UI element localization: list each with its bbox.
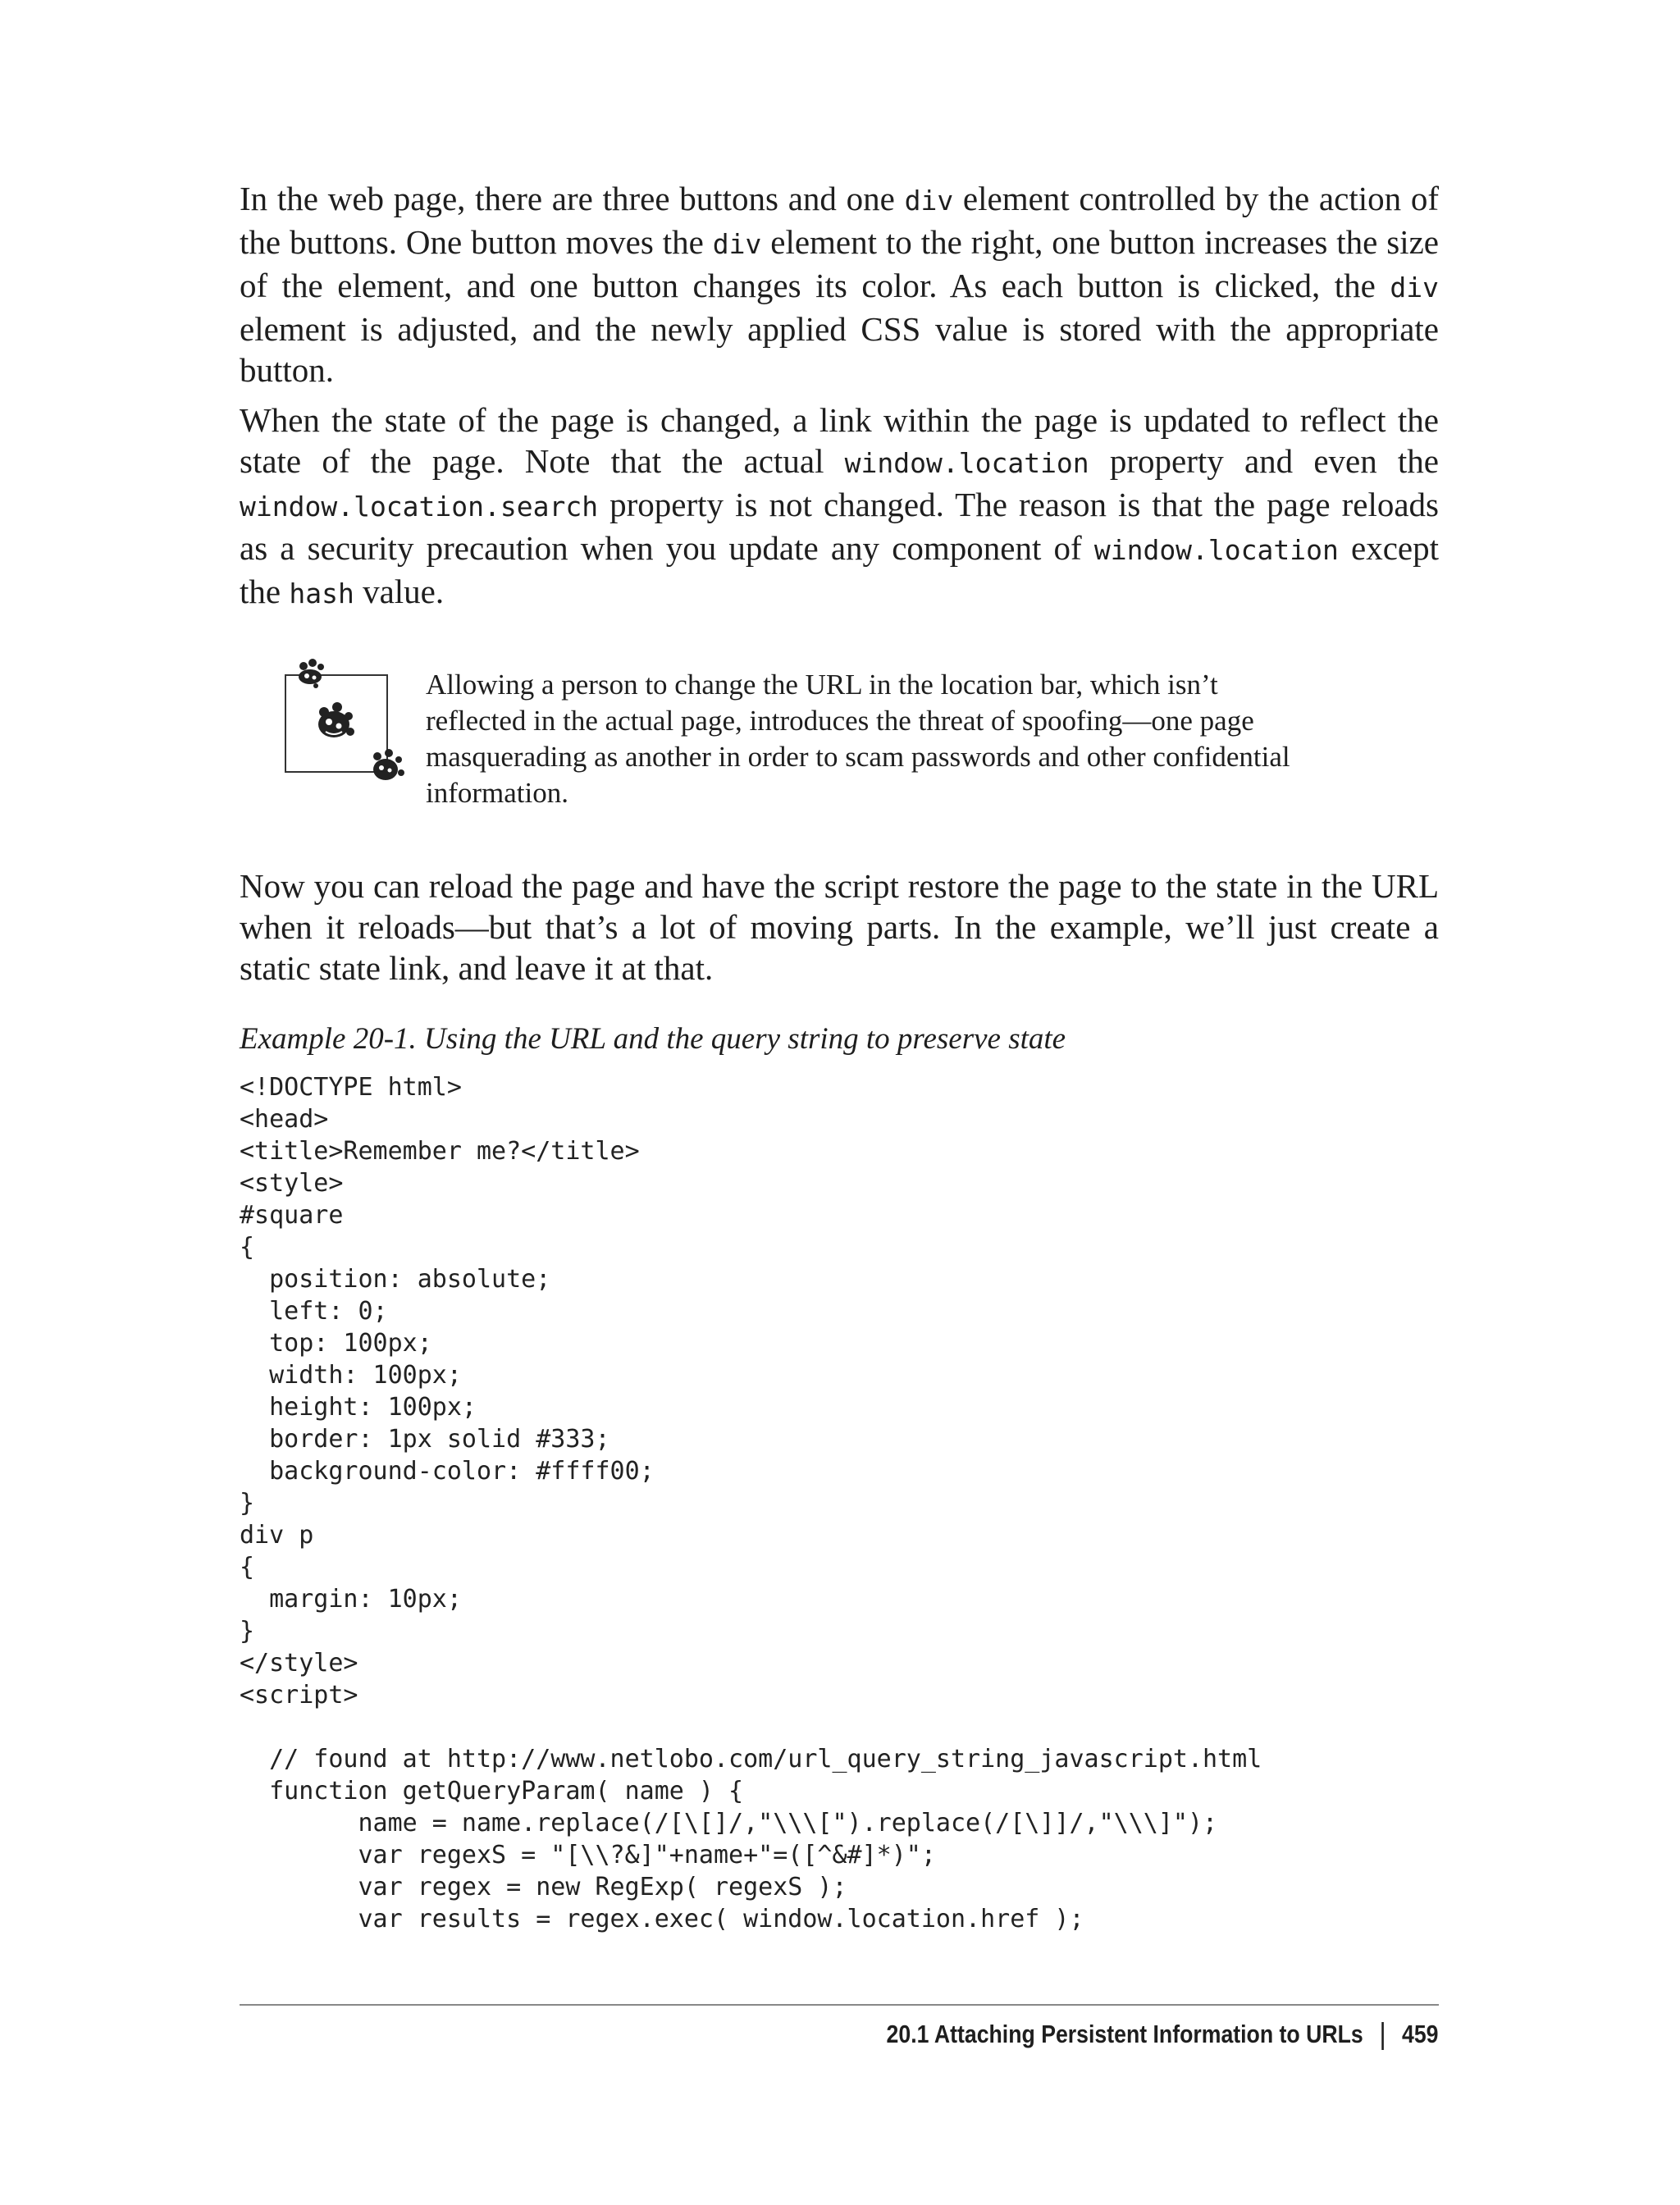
body-paragraph-2: When the state of the page is changed, a link within the page is updated to reflect the state of the page. Note that the actual window.location property and even the window.location.search property is not changed. The reason is that the page reloads as a security precaution when you update any component of window.location except the hash value. [240,401,1439,610]
code-line: name = name.replace(/[\[]/,"\\\[").replace(/[\]]/,"\\\]"); [240,1809,1218,1838]
inline-code: window.location [1093,534,1339,566]
code-line: left: 0; [240,1297,388,1326]
code-line: position: absolute; [240,1265,551,1294]
inline-code: div [712,228,762,260]
code-line: width: 100px; [240,1361,462,1390]
code-line: <script> [240,1681,358,1710]
code-line: <title>Remember me?</title> [240,1137,640,1166]
code-line: { [240,1233,255,1262]
code-line: { [240,1553,255,1582]
code-line: function getQueryParam( name ) { [240,1777,744,1806]
page-number: 459 [1402,2020,1439,2048]
code-line: // found at http://www.netlobo.com/url_query_string_javascript.html [240,1745,1262,1774]
code-line: var results = regex.exec( window.location.href ); [240,1905,1084,1933]
code-line: border: 1px solid #333; [240,1425,610,1454]
code-line: height: 100px; [240,1393,477,1422]
body-paragraph-3: Now you can reload the page and have the script restore the page to the state in the URL when it reloads—but that’s a lot of moving parts. In the example, we’ll just create a static state link, and leave it at that. [240,867,1439,987]
inline-code: hash [289,578,354,609]
body-paragraph-1: In the web page, there are three buttons and one div element controlled by the action of the buttons. One button moves the div element to the right, one button increases the size of the element, and one button changes its color. As each button is clicked, the div element is adjusted, and the newly applied CSS value is stored with the appropriate button. [240,180,1439,389]
code-line: <style> [240,1169,344,1198]
page-footer [887,2018,1439,2051]
inline-code: window.location.search [240,491,599,523]
code-line: } [240,1617,255,1646]
code-line: var regexS = "[\\?&]"+name+"=([^&#]*)"; [240,1841,936,1869]
code-line [240,1711,1439,1743]
warning-animal-icon [283,646,422,794]
example-caption: Example 20-1. Using the URL and the query string to preserve state [240,1022,1066,1056]
code-line: #square [240,1201,344,1230]
inline-code: div [1390,272,1439,304]
code-line: div p [240,1521,314,1550]
code-line: } [240,1489,255,1518]
code-line: background-color: #ffff00; [240,1457,655,1486]
note-text: Allowing a person to change the URL in the location bar, which isn’t reflected in the actual page, introduces the threat of spoofing—one page masquerading as another in order to scam passwords and other confidential information. [426,669,1290,809]
inline-code: window.location [844,447,1089,479]
inline-code: div [904,185,954,217]
footer-rule [240,2004,1439,2006]
footer-section-title: 20.1 Attaching Persistent Information to URLs [887,2020,1364,2048]
code-line: var regex = new RegExp( regexS ); [240,1873,847,1901]
code-line: <head> [240,1105,329,1134]
code-line: </style> [240,1649,358,1678]
code-line: margin: 10px; [240,1585,462,1614]
code-line: <!DOCTYPE html> [240,1073,462,1102]
code-line: top: 100px; [240,1329,432,1358]
code-listing [240,1071,1439,1935]
footer-separator [1382,2022,1385,2050]
